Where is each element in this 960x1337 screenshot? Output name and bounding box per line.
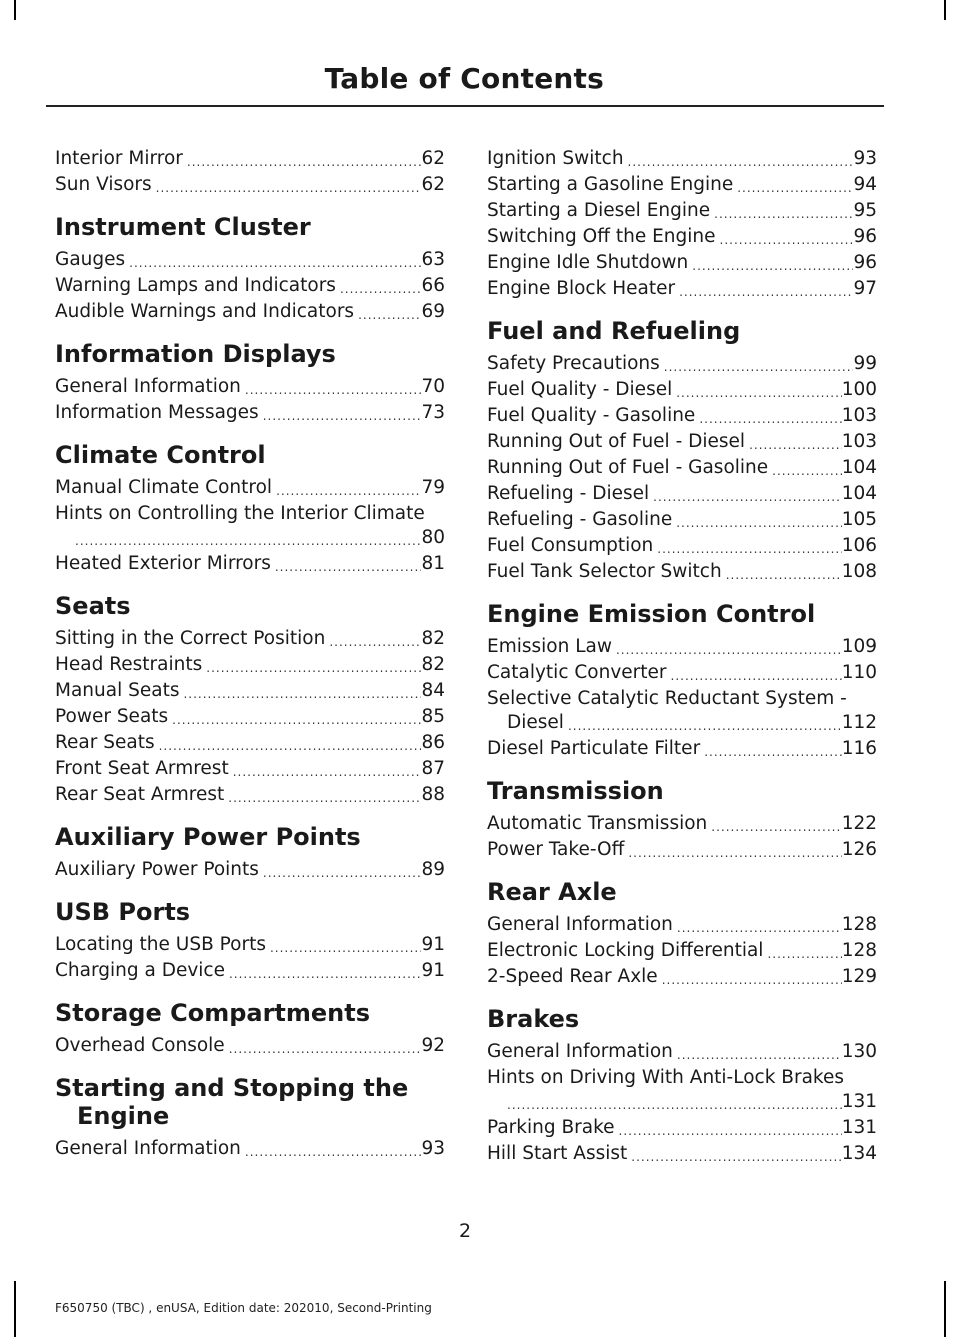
dot-leader [677, 918, 842, 938]
dot-leader [187, 152, 422, 172]
toc-page-number: 91 [421, 960, 445, 981]
toc-entry-label: Switching Off the Engine [487, 226, 716, 247]
dot-leader [507, 1095, 842, 1115]
toc-page-number: 128 [841, 914, 877, 935]
dot-leader [720, 230, 854, 250]
dot-leader [671, 666, 842, 686]
dot-leader [568, 716, 842, 736]
toc-entry[interactable] [55, 1136, 445, 1162]
toc-entry[interactable] [487, 403, 877, 429]
section-heading: Seats [55, 592, 131, 620]
toc-entry[interactable] [55, 374, 445, 400]
toc-entry[interactable] [55, 501, 445, 551]
toc-entry-label: Rear Seat Armrest [55, 784, 225, 805]
section-heading-line-1: Starting and Stopping the [55, 1074, 409, 1102]
toc-entry[interactable] [487, 481, 877, 507]
toc-entry[interactable] [55, 626, 445, 652]
toc-entry-label: General Information [55, 1138, 241, 1159]
toc-entry-label: Manual Climate Control [55, 477, 273, 498]
dot-leader [75, 531, 421, 551]
dot-leader [245, 1142, 422, 1162]
toc-entry-label: Fuel Tank Selector Switch [487, 561, 722, 582]
toc-entry-label: Sun Visors [55, 174, 152, 195]
toc-entry[interactable] [55, 551, 445, 577]
dot-leader [616, 640, 842, 660]
toc-entry-label: Head Restraints [55, 654, 203, 675]
toc-entry-label: Engine Idle Shutdown [487, 252, 689, 273]
toc-entry[interactable] [487, 660, 877, 686]
toc-entry[interactable] [487, 837, 877, 863]
footer-edition-info: F650750 (TBC) , enUSA, Edition date: 202010, Second-Printing [55, 1301, 432, 1315]
toc-page-number: 131 [841, 1091, 877, 1112]
toc-entry[interactable] [55, 1033, 445, 1059]
toc-entry[interactable] [487, 686, 877, 736]
section-heading-line-2: Engine [77, 1102, 170, 1130]
toc-entry[interactable] [487, 938, 877, 964]
toc-page-number: 105 [841, 509, 877, 530]
toc-page-number: 82 [421, 628, 445, 649]
dot-leader [275, 557, 422, 577]
dot-leader [711, 817, 841, 837]
dot-leader [228, 788, 421, 808]
toc-entry-label: Auxiliary Power Points [55, 859, 259, 880]
dot-leader [270, 938, 421, 958]
toc-page-number: 62 [421, 148, 445, 169]
toc-page-number: 86 [421, 732, 445, 753]
toc-entry[interactable] [487, 634, 877, 660]
toc-entry[interactable] [55, 400, 445, 426]
toc-entry[interactable] [487, 964, 877, 990]
toc-entry[interactable] [487, 811, 877, 837]
toc-entry[interactable] [487, 455, 877, 481]
toc-page-number: 134 [841, 1143, 877, 1164]
dot-leader [679, 282, 853, 302]
section-heading [55, 1074, 445, 1130]
toc-page-number: 112 [841, 712, 877, 733]
section-heading: Transmission [487, 777, 664, 805]
section-heading: Instrument Cluster [55, 213, 311, 241]
section-heading: Rear Axle [487, 878, 617, 906]
toc-entry-label: Electronic Locking Differential [487, 940, 764, 961]
toc-entry-label: Parking Brake [487, 1117, 615, 1138]
toc-page-number: 126 [841, 839, 877, 860]
toc-entry-label: Fuel Quality - Gasoline [487, 405, 696, 426]
dot-leader [767, 944, 841, 964]
toc-page-number: 91 [421, 934, 445, 955]
toc-entry-label: Catalytic Converter [487, 662, 667, 683]
toc-entry[interactable] [487, 224, 877, 250]
dot-leader [726, 565, 842, 585]
toc-page-number: 96 [853, 226, 877, 247]
toc-page-number: 82 [421, 654, 445, 675]
toc-entry[interactable] [487, 377, 877, 403]
dot-leader [631, 1147, 841, 1167]
toc-page-number: 66 [421, 275, 445, 296]
dot-leader [233, 762, 422, 782]
toc-entry-label: Charging a Device [55, 960, 225, 981]
dot-leader [677, 1045, 842, 1065]
header-rule [46, 105, 884, 107]
toc-page-number: 99 [853, 353, 877, 374]
toc-entry-label: Fuel Quality - Diesel [487, 379, 673, 400]
toc-entry-label: Running Out of Fuel - Diesel [487, 431, 746, 452]
crop-mark-top-right [944, 0, 946, 20]
toc-entry-continuation [55, 527, 445, 551]
dot-leader [692, 256, 853, 276]
section-heading: Auxiliary Power Points [55, 823, 361, 851]
toc-page-number: 89 [421, 859, 445, 880]
dot-leader [229, 964, 421, 984]
dot-leader [358, 305, 421, 325]
toc-entry-label: Interior Mirror [55, 148, 183, 169]
toc-entry-label: Engine Block Heater [487, 278, 676, 299]
toc-entry-label: Information Messages [55, 402, 259, 423]
toc-page-number: 103 [841, 431, 877, 452]
crop-mark-top-left [14, 0, 16, 20]
dot-leader [657, 539, 841, 559]
toc-entry-label: Overhead Console [55, 1035, 225, 1056]
toc-page-number: 108 [841, 561, 877, 582]
dot-leader [737, 178, 853, 198]
toc-page-number: 100 [841, 379, 877, 400]
toc-entry[interactable] [55, 756, 445, 782]
toc-page-number: 63 [421, 249, 445, 270]
dot-leader [206, 658, 421, 678]
toc-page-number: 93 [421, 1138, 445, 1159]
dot-leader [245, 380, 422, 400]
dot-leader [662, 970, 842, 990]
dot-leader [172, 710, 421, 730]
toc-entry[interactable] [55, 652, 445, 678]
toc-entry-label: Audible Warnings and Indicators [55, 301, 355, 322]
toc-entry-label: Diesel Particulate Filter [487, 738, 701, 759]
toc-page-number: 116 [841, 738, 877, 759]
toc-entry[interactable] [487, 1115, 877, 1141]
toc-entry[interactable] [487, 736, 877, 762]
toc-entry-label: Starting a Gasoline Engine [487, 174, 734, 195]
toc-entry-label: Emission Law [487, 636, 612, 657]
toc-page-number: 94 [853, 174, 877, 195]
toc-entry-label: 2-Speed Rear Axle [487, 966, 658, 987]
toc-entry[interactable] [55, 475, 445, 501]
section-heading: Information Displays [55, 340, 336, 368]
toc-entry[interactable] [55, 678, 445, 704]
toc-entry-label: Fuel Consumption [487, 535, 654, 556]
dot-leader [676, 513, 841, 533]
toc-page-number: 62 [421, 174, 445, 195]
dot-leader [159, 736, 422, 756]
toc-entry-label: General Information [487, 1041, 673, 1062]
toc-page-number: 69 [421, 301, 445, 322]
toc-entry[interactable] [55, 146, 445, 172]
toc-page-number: 110 [841, 662, 877, 683]
dot-leader [340, 279, 422, 299]
toc-entry-label: Hints on Driving With Anti-Lock Brakes [487, 1067, 845, 1088]
dot-leader [772, 461, 842, 481]
dot-leader [628, 843, 841, 863]
toc-entry[interactable] [55, 299, 445, 325]
toc-entry-label: Selective Catalytic Reductant System - [487, 688, 847, 709]
section-heading: Brakes [487, 1005, 580, 1033]
toc-page-number: 92 [421, 1035, 445, 1056]
toc-entry[interactable] [487, 276, 877, 302]
toc-page-number: 88 [421, 784, 445, 805]
toc-entry-label: Manual Seats [55, 680, 180, 701]
dot-leader [749, 435, 842, 455]
crop-mark-bottom-right [944, 1281, 946, 1337]
crop-mark-bottom-left [14, 1281, 16, 1337]
dot-leader [619, 1121, 842, 1141]
toc-entry-label: Starting a Diesel Engine [487, 200, 711, 221]
section-heading: Climate Control [55, 441, 266, 469]
toc-entry-label: General Information [487, 914, 673, 935]
toc-entry[interactable] [55, 782, 445, 808]
toc-entry[interactable] [55, 172, 445, 198]
toc-entry[interactable] [55, 247, 445, 273]
toc-entry-label: Gauges [55, 249, 126, 270]
toc-page-number: 129 [841, 966, 877, 987]
toc-page-number: 122 [841, 813, 877, 834]
dot-leader [276, 481, 421, 501]
dot-leader [229, 1039, 422, 1059]
dot-leader [263, 406, 422, 426]
toc-page-number: 70 [421, 376, 445, 397]
dot-leader [714, 204, 853, 224]
toc-page-number: 93 [853, 148, 877, 169]
section-heading: Fuel and Refueling [487, 317, 741, 345]
toc-entry-label: Automatic Transmission [487, 813, 708, 834]
toc-page-number: 85 [421, 706, 445, 727]
toc-entry[interactable] [487, 1065, 877, 1115]
dot-leader [653, 487, 842, 507]
toc-entry[interactable] [55, 730, 445, 756]
dot-leader [263, 863, 422, 883]
toc-entry-continuation [487, 1091, 877, 1115]
dot-leader [699, 409, 841, 429]
toc-page-number: 79 [421, 477, 445, 498]
toc-page-number: 80 [421, 527, 445, 548]
toc-entry-label: Hints on Controlling the Interior Climate [55, 503, 425, 524]
toc-page-number: 87 [421, 758, 445, 779]
toc-entry-label: Running Out of Fuel - Gasoline [487, 457, 769, 478]
toc-column-right [487, 146, 877, 1167]
toc-page-number: 103 [841, 405, 877, 426]
toc-entry[interactable] [487, 429, 877, 455]
toc-entry[interactable] [487, 250, 877, 276]
page-number: 2 [458, 1220, 472, 1242]
toc-entry[interactable] [55, 704, 445, 730]
toc-entry-label: Diesel [507, 712, 564, 733]
section-heading: USB Ports [55, 898, 191, 926]
dot-leader [676, 383, 841, 403]
toc-page-number: 104 [841, 483, 877, 504]
dot-leader [628, 152, 854, 172]
toc-entry-label: Front Seat Armrest [55, 758, 229, 779]
toc-entry-label: Locating the USB Ports [55, 934, 266, 955]
toc-entry-label: Rear Seats [55, 732, 155, 753]
toc-entry[interactable] [487, 198, 877, 224]
dot-leader [704, 742, 842, 762]
toc-page-number: 96 [853, 252, 877, 273]
toc-entry-label: Refueling - Gasoline [487, 509, 673, 530]
dot-leader [129, 253, 421, 273]
toc-entry-label: Safety Precautions [487, 353, 660, 374]
dot-leader [156, 178, 422, 198]
toc-entry[interactable] [55, 932, 445, 958]
toc-page-number: 95 [853, 200, 877, 221]
toc-entry[interactable] [487, 507, 877, 533]
toc-page-number: 81 [421, 553, 445, 574]
toc-page-number: 128 [841, 940, 877, 961]
toc-entry-label: Warning Lamps and Indicators [55, 275, 336, 296]
toc-entry[interactable] [55, 273, 445, 299]
toc-entry[interactable] [487, 146, 877, 172]
toc-page-number: 104 [841, 457, 877, 478]
toc-entry[interactable] [487, 559, 877, 585]
toc-entry[interactable] [487, 172, 877, 198]
toc-entry-label: Ignition Switch [487, 148, 624, 169]
toc-entry[interactable] [487, 1141, 877, 1167]
toc-entry-continuation [487, 712, 877, 736]
toc-entry-label: Hill Start Assist [487, 1143, 628, 1164]
toc-column-left [55, 146, 445, 1162]
toc-page-number: 131 [841, 1117, 877, 1138]
toc-entry-label: General Information [55, 376, 241, 397]
section-heading: Storage Compartments [55, 999, 371, 1027]
section-heading: Engine Emission Control [487, 600, 816, 628]
toc-page-number: 97 [853, 278, 877, 299]
toc-entry[interactable] [487, 912, 877, 938]
toc-entry-label: Heated Exterior Mirrors [55, 553, 271, 574]
toc-entry[interactable] [55, 857, 445, 883]
toc-entry[interactable] [55, 958, 445, 984]
toc-entry-label: Power Seats [55, 706, 169, 727]
dot-leader [664, 357, 854, 377]
toc-page-number: 84 [421, 680, 445, 701]
toc-entry-label: Sitting in the Correct Position [55, 628, 326, 649]
toc-entry-label: Refueling - Diesel [487, 483, 650, 504]
toc-page-number: 106 [841, 535, 877, 556]
dot-leader [329, 632, 421, 652]
toc-entry[interactable] [487, 351, 877, 377]
toc-entry[interactable] [487, 1039, 877, 1065]
toc-entry[interactable] [487, 533, 877, 559]
dot-leader [183, 684, 421, 704]
toc-page-number: 73 [421, 402, 445, 423]
toc-page-number: 130 [841, 1041, 877, 1062]
toc-page-number: 109 [841, 636, 877, 657]
toc-entry-label: Power Take-Off [487, 839, 625, 860]
page-title: Table of Contents [324, 62, 604, 95]
